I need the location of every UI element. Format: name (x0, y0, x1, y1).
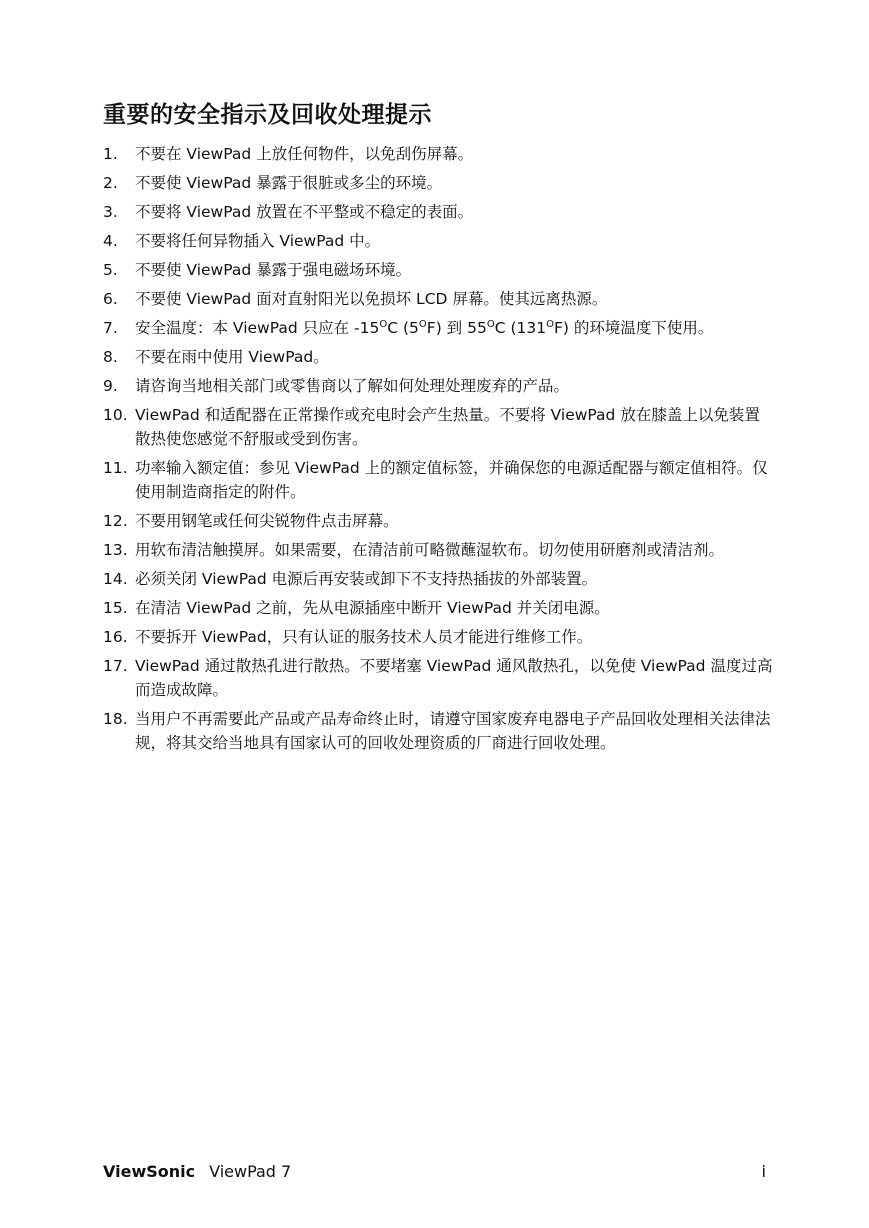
item-number: 3. (103, 203, 118, 221)
item-text: 不要使 ViewPad 暴露于强电磁场环境。 (135, 261, 412, 279)
list-item (103, 654, 773, 702)
footer-brand: ViewSonic (103, 1162, 196, 1181)
item-text: ViewPad 和适配器在正常操作或充电时会产生热量。不要将 ViewPad 放在膝盖上以免装置散热使您感觉不舒服或受到伤害。 (135, 406, 760, 448)
item-number: 6. (103, 290, 118, 308)
item-number: 16. (103, 628, 128, 646)
page-number: i (761, 1162, 766, 1181)
item-number: 10. (103, 406, 128, 424)
item-text (135, 316, 773, 340)
item-number: 14. (103, 570, 128, 588)
temp-text-c: F) 到 55 (426, 319, 487, 337)
list-item (103, 538, 773, 562)
item-text: 不要使 ViewPad 面对直射阳光以免损坏 LCD 屏幕。使其远离热源。 (135, 290, 608, 308)
item-text: 不要将 ViewPad 放置在不平整或不稳定的表面。 (135, 203, 474, 221)
item-number: 5. (103, 261, 118, 279)
list-item (103, 596, 773, 620)
item-text: 不要拆开 ViewPad，只有认证的服务技术人员才能进行维修工作。 (135, 628, 593, 646)
degree-mark: O (546, 318, 554, 330)
item-number: 7. (103, 319, 118, 337)
safety-instructions-list (103, 142, 773, 760)
page-title: 重要的安全指示及回收处理提示 (103, 102, 432, 128)
item-text: 用软布清洁触摸屏。如果需要，在清洁前可略微蘸湿软布。切勿使用研磨剂或清洁剂。 (135, 541, 725, 559)
item-number: 15. (103, 599, 128, 617)
list-item (103, 345, 773, 369)
list-item (103, 509, 773, 533)
item-text: 不要在雨中使用 ViewPad。 (135, 348, 329, 366)
item-number: 18. (103, 710, 128, 728)
item-number: 2. (103, 174, 118, 192)
list-item (103, 625, 773, 649)
list-item (103, 258, 773, 282)
list-item (103, 403, 773, 451)
temp-text-e: F) 的环境温度下使用。 (553, 319, 714, 337)
item-number: 12. (103, 512, 128, 530)
list-item (103, 374, 773, 398)
list-item (103, 707, 773, 755)
item-number: 1. (103, 145, 118, 163)
item-text: 在清洁 ViewPad 之前，先从电源插座中断开 ViewPad 并关闭电源。 (135, 599, 610, 617)
item-text: 不要使 ViewPad 暴露于很脏或多尘的环境。 (135, 174, 443, 192)
list-item (103, 229, 773, 253)
degree-mark: O (418, 318, 427, 330)
item-text: 不要将任何异物插入 ViewPad 中。 (135, 232, 381, 250)
list-item (103, 456, 773, 504)
degree-mark: O (486, 318, 495, 330)
temp-text-d: C (131 (494, 319, 547, 337)
item-number: 11. (103, 459, 128, 477)
temp-text-a: 安全温度：本 ViewPad 只应在 -15 (135, 319, 380, 337)
list-item-temperature (103, 316, 773, 340)
item-text: 必须关闭 ViewPad 电源后再安装或卸下不支持热插拔的外部装置。 (135, 570, 598, 588)
list-item (103, 171, 773, 195)
list-item (103, 200, 773, 224)
item-text: 不要在 ViewPad 上放任何物件，以免刮伤屏幕。 (135, 145, 474, 163)
item-text: 功率输入额定值：参见 ViewPad 上的额定值标签，并确保您的电源适配器与额定值相符。仅使用制造商指定的附件。 (135, 459, 768, 501)
item-number: 4. (103, 232, 118, 250)
item-number: 17. (103, 657, 128, 675)
item-number: 9. (103, 377, 118, 395)
list-item (103, 567, 773, 591)
item-number: 13. (103, 541, 128, 559)
item-number: 8. (103, 348, 118, 366)
item-text: 不要用钢笔或任何尖锐物件点击屏幕。 (135, 512, 399, 530)
item-text: 当用户不再需要此产品或产品寿命终止时，请遵守国家废弃电器电子产品回收处理相关法律法规，将其交给当地具有国家认可的回收处理资质的厂商进行回收处理。 (135, 710, 771, 752)
item-text: ViewPad 通过散热孔进行散热。不要堵塞 ViewPad 通风散热孔，以免使 ViewPad 温度过高而造成故障。 (135, 657, 773, 699)
temp-text-b: C (5 (387, 319, 419, 337)
page-footer (103, 1161, 766, 1183)
item-text: 请咨询当地相关部门或零售商以了解如何处理处理废弃的产品。 (135, 377, 570, 395)
footer-product: ViewPad 7 (209, 1162, 292, 1181)
list-item (103, 287, 773, 311)
list-item (103, 142, 773, 166)
degree-mark: O (379, 318, 388, 330)
